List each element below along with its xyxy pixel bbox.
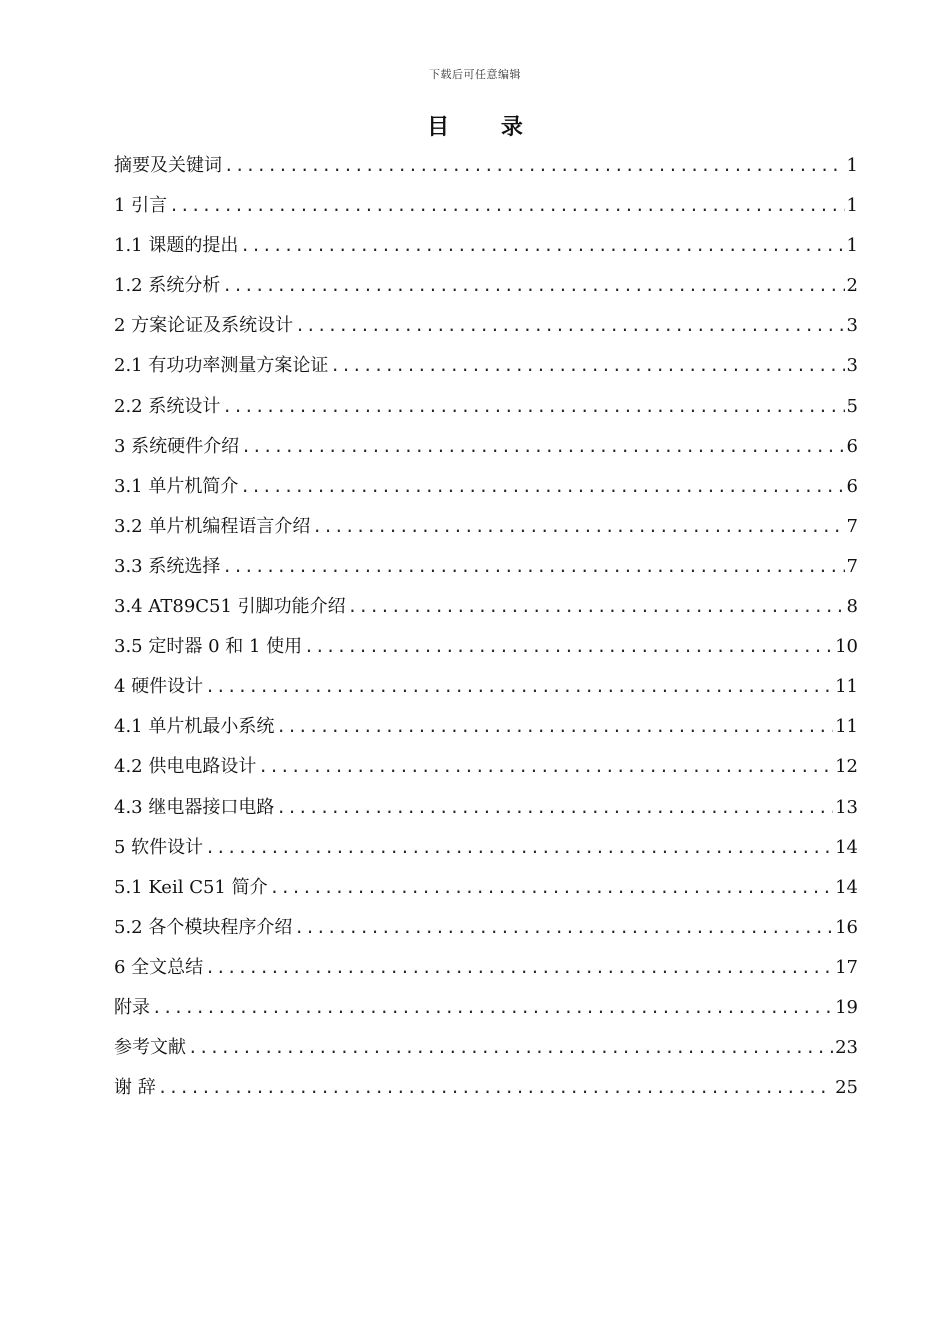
- dot-leader: [276, 788, 833, 828]
- toc-entry-label: 摘要及关键词: [114, 155, 222, 176]
- toc-entry-page: 19: [835, 996, 858, 1018]
- toc-entry[interactable]: [114, 627, 858, 667]
- toc-entry-label: 3.5 定时器 0 和 1 使用: [114, 636, 303, 658]
- toc-entry-label: 3.1 单片机简介: [114, 475, 239, 497]
- dot-leader: [222, 547, 844, 587]
- toc-entry-page: 12: [835, 756, 858, 778]
- dot-leader: [330, 346, 844, 386]
- toc-entry-page: 11: [835, 716, 858, 738]
- toc-entry-page: 14: [835, 836, 858, 858]
- toc-entry-page: 3: [846, 355, 858, 377]
- toc-entry[interactable]: [114, 747, 858, 787]
- toc-entry[interactable]: [114, 667, 858, 707]
- toc-entry-page: 1: [846, 235, 858, 257]
- dot-leader: [241, 427, 844, 467]
- toc-entry-label: 谢 辞: [114, 1077, 156, 1099]
- toc-entry-label: 3.4 AT89C51 引脚功能介绍: [114, 596, 346, 618]
- toc-entry[interactable]: [114, 587, 858, 627]
- toc-entry-label: 2.1 有功功率测量方案论证: [114, 355, 329, 377]
- toc-entry-page: 3: [846, 315, 858, 337]
- toc-entry-label: 5.1 Keil C51 简介: [114, 876, 268, 898]
- toc-entry-label: 3.2 单片机编程语言介绍: [114, 515, 311, 537]
- toc-entry-label: 1 引言: [114, 195, 168, 217]
- toc-entry-label: 参考文献: [114, 1037, 186, 1059]
- toc-list: [114, 146, 858, 1108]
- dot-leader: [276, 707, 833, 747]
- toc-entry-label: 5.2 各个模块程序介绍: [114, 916, 293, 938]
- toc-entry-page: 2: [846, 275, 858, 297]
- toc-entry[interactable]: [114, 788, 858, 828]
- toc-entry[interactable]: [114, 828, 858, 868]
- toc-entry[interactable]: [114, 868, 858, 908]
- toc-entry-label: 4.1 单片机最小系统: [114, 716, 275, 738]
- toc-entry[interactable]: [114, 948, 858, 988]
- dot-leader: [152, 988, 833, 1028]
- toc-entry-page: 25: [835, 1077, 858, 1099]
- dot-leader: [240, 467, 844, 507]
- toc-entry-page: 5: [846, 395, 858, 417]
- dot-leader: [258, 747, 833, 787]
- toc-entry-label: 5 软件设计: [114, 836, 204, 858]
- toc-entry-page: 16: [835, 916, 858, 938]
- toc-entry-page: 7: [846, 555, 858, 577]
- toc-entry-page: 6: [846, 435, 858, 457]
- toc-entry-page: 17: [835, 956, 858, 978]
- dot-leader: [294, 908, 833, 948]
- toc-entry[interactable]: [114, 707, 858, 747]
- dot-leader: [205, 948, 833, 988]
- dot-leader: [205, 667, 833, 707]
- toc-entry-label: 附录: [114, 996, 150, 1018]
- toc-entry-page: 14: [835, 876, 858, 898]
- toc-entry-label: 2 方案论证及系统设计: [114, 315, 294, 337]
- toc-entry-label: 6 全文总结: [114, 956, 204, 978]
- toc-entry-label: 3 系统硬件介绍: [114, 435, 240, 457]
- dot-leader: [312, 507, 844, 547]
- page-title: 目 录: [427, 114, 545, 140]
- toc-entry-label: 4.3 继电器接口电路: [114, 796, 275, 818]
- dot-leader: [304, 627, 833, 667]
- toc-entry-label: 1.1 课题的提出: [114, 235, 239, 257]
- dot-leader: [270, 868, 833, 908]
- toc-entry[interactable]: [114, 266, 858, 306]
- dot-leader: [348, 587, 845, 627]
- toc-entry[interactable]: [114, 507, 858, 547]
- toc-entry[interactable]: [114, 226, 858, 266]
- dot-leader: [222, 266, 844, 306]
- toc-entry[interactable]: [114, 467, 858, 507]
- toc-entry[interactable]: [114, 988, 858, 1028]
- toc-entry-page: 13: [835, 796, 858, 818]
- toc-entry-page: 10: [835, 636, 858, 658]
- toc-entry[interactable]: [114, 346, 858, 386]
- toc-entry-label: 3.3 系统选择: [114, 555, 221, 577]
- dot-leader: [222, 387, 844, 427]
- toc-entry-page: 6: [846, 475, 858, 497]
- toc-entry-page: 1: [846, 195, 858, 217]
- toc-entry[interactable]: [114, 547, 858, 587]
- header-note: 下载后可任意编辑: [429, 68, 521, 81]
- toc-entry-page: 23: [835, 1037, 858, 1059]
- dot-leader: [240, 226, 844, 266]
- toc-entry-label: 1.2 系统分析: [114, 275, 221, 297]
- toc-entry-page: 1: [846, 155, 858, 176]
- toc-entry-label: 4 硬件设计: [114, 676, 204, 698]
- toc-entry-page: 8: [846, 596, 858, 618]
- dot-leader: [224, 146, 845, 186]
- dot-leader: [158, 1068, 833, 1108]
- toc-entry[interactable]: [114, 908, 858, 948]
- dot-leader: [295, 306, 844, 346]
- toc-entry[interactable]: [114, 427, 858, 467]
- toc-entry[interactable]: [114, 387, 858, 427]
- dot-leader: [205, 828, 833, 868]
- dot-leader: [169, 186, 844, 226]
- toc-entry-label: 4.2 供电电路设计: [114, 756, 257, 778]
- toc-entry-page: 7: [846, 515, 858, 537]
- dot-leader: [188, 1028, 833, 1068]
- toc-entry-page: 11: [835, 676, 858, 698]
- toc-entry[interactable]: [114, 146, 858, 186]
- toc-entry-label: 2.2 系统设计: [114, 395, 221, 417]
- toc-entry[interactable]: [114, 1028, 858, 1068]
- toc-entry[interactable]: [114, 1068, 858, 1108]
- toc-entry[interactable]: [114, 306, 858, 346]
- toc-entry[interactable]: [114, 186, 858, 226]
